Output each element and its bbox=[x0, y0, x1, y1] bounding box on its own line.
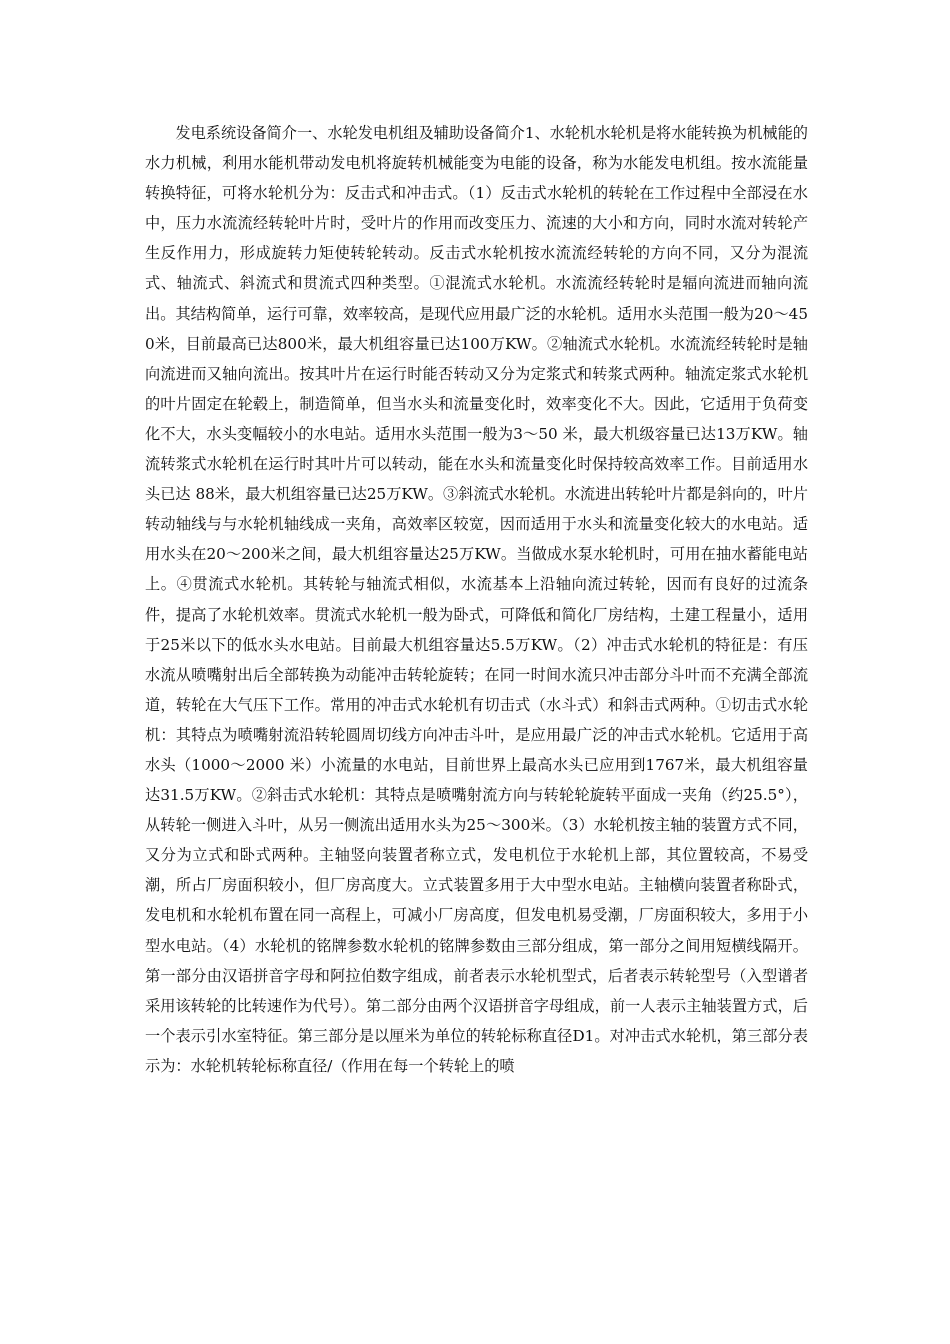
document-page bbox=[145, 118, 808, 1081]
body-paragraph: 发电系统设备简介一、水轮发电机组及辅助设备简介1、水轮机水轮机是将水能转换为机械能的水力机械，利用水能机带动发电机将旋转机械能变为电能的设备，称为水能发电机组。按水流能量转换特征，可将水轮机分为：反击式和冲击式。（1）反击式水轮机的转轮在工作过程中全部浸在水中，压力水流流经转轮叶片时，受叶片的作用而改变压力、流速的大小和方向，同时水流对转轮产生反作用力，形成旋转力矩使转轮转动。反击式水轮机按水流流经转轮的方向不同，又分为混流式、轴流式、斜流式和贯流式四种类型。①混流式水轮机。水流流经转轮时是辐向流进而轴向流出。其结构简单，运行可靠，效率较高，是现代应用最广泛的水轮机。适用水头范围一般为20～450米，目前最高已达800米，最大机组容量已达100万KW。②轴流式水轮机。水流流经转轮时是轴向流进而又轴向流出。按其叶片在运行时能否转动又分为定浆式和转浆式两种。轴流定浆式水轮机的叶片固定在轮毂上，制造简单，但当水头和流量变化时，效率变化不大。因此，它适用于负荷变化不大，水头变幅较小的水电站。适用水头范围一般为3～50 米，最大机级容量已达13万KW。轴流转浆式水轮机在运行时其叶片可以转动，能在水头和流量变化时保持较高效率工作。目前适用水头已达 88米，最大机组容量已达25万KW。③斜流式水轮机。水流进出转轮叶片都是斜向的，叶片转动轴线与与水轮机轴线成一夹角，高效率区较宽，因而适用于水头和流量变化较大的水电站。适用水头在20～200米之间，最大机组容量达25万KW。当做成水泵水轮机时，可用在抽水蓄能电站上。④贯流式水轮机。其转轮与轴流式相似，水流基本上沿轴向流过转轮，因而有良好的过流条件，提高了水轮机效率。贯流式水轮机一般为卧式，可降低和简化厂房结构，土建工程量小，适用于25米以下的低水头水电站。目前最大机组容量达5.5万KW。（2）冲击式水轮机的特征是：有压水流从喷嘴射出后全部转换为动能冲击转轮旋转；在同一时间水流只冲击部分斗叶而不充满全部流道，转轮在大气压下工作。常用的冲击式水轮机有切击式（水斗式）和斜击式两种。①切击式水轮机：其特点为喷嘴射流沿转轮圆周切线方向冲击斗叶，是应用最广泛的冲击式水轮机。它适用于高水头（1000～2000 米）小流量的水电站，目前世界上最高水头已应用到1767米，最大机组容量达31.5万KW。②斜击式水轮机：其特点是喷嘴射流方向与转轮轮旋转平面成一夹角（约25.5°），从转轮一侧进入斗叶，从另一侧流出适用水头为25～300米。（3）水轮机按主轴的装置方式不同，又分为立式和卧式两种。主轴竖向装置者称立式，发电机位于水轮机上部，其位置较高，不易受潮，所占厂房面积较小，但厂房高度大。立式装置多用于大中型水电站。主轴横向装置者称卧式，发电机和水轮机布置在同一高程上，可减小厂房高度，但发电机易受潮，厂房面积较大，多用于小型水电站。（4）水轮机的铭牌参数水轮机的铭牌参数由三部分组成，第一部分之间用短横线隔开。第一部分由汉语拼音字母和阿拉伯数字组成，前者表示水轮机型式，后者表示转轮型号（入型谱者采用该转轮的比转速作为代号）。第二部分由两个汉语拼音字母组成，前一人表示主轴装置方式，后一个表示引水室特征。第三部分是以厘米为单位的转轮标称直径D1。对冲击式水轮机，第三部分表示为：水轮机转轮标称直径/（作用在每一个转轮上的喷 bbox=[145, 124, 808, 1075]
